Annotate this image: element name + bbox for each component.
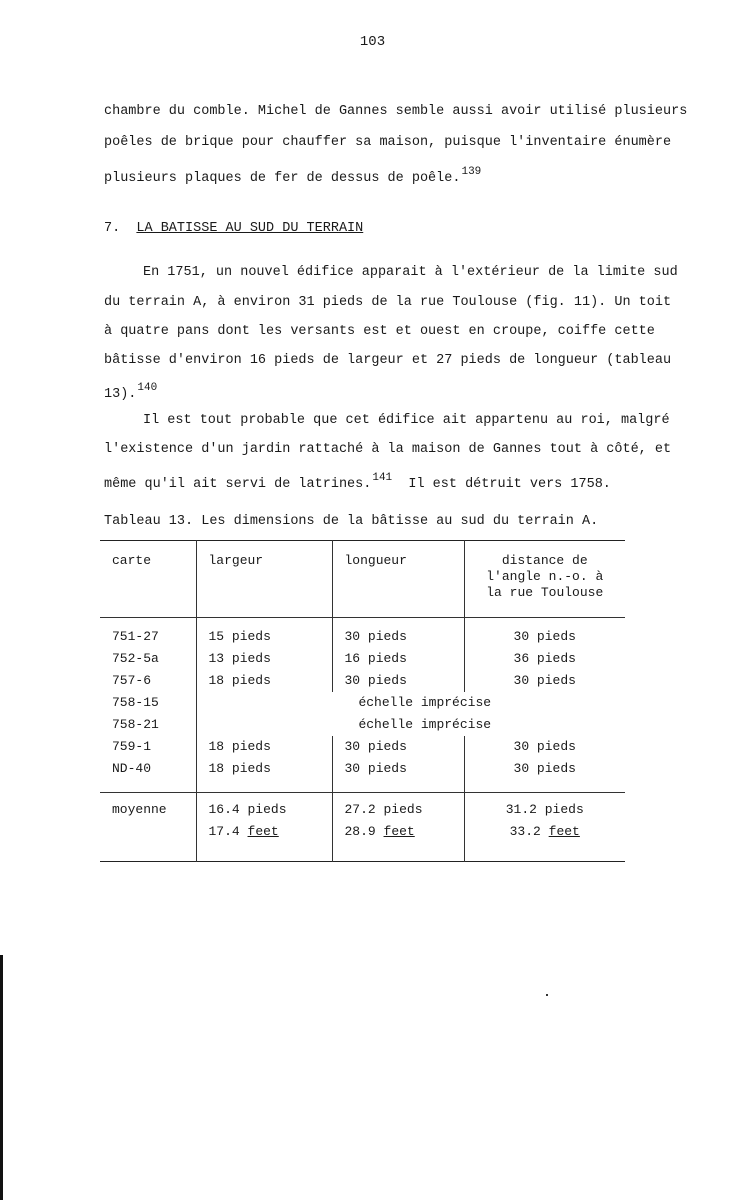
footnote-ref-141: 141 bbox=[372, 472, 393, 484]
cell-longueur: 16 pieds bbox=[332, 648, 464, 670]
paragraph-1-line-3 bbox=[104, 166, 481, 186]
header-largeur: largeur bbox=[196, 541, 332, 618]
paragraph-3-line-2: l'existence d'un jardin rattaché à la maison de Gannes tout à côté, et bbox=[104, 442, 672, 457]
cell-largeur: 18 pieds bbox=[196, 758, 332, 793]
largeur-feet-unit: feet bbox=[247, 824, 279, 839]
paragraph-3-line-3-text-a: même qu'il ait servi de latrines. bbox=[104, 477, 372, 492]
cell-note: échelle imprécise bbox=[196, 714, 625, 736]
cell-largeur: 18 pieds bbox=[196, 736, 332, 758]
cell-carte: 759-1 bbox=[100, 736, 196, 758]
cell-longueur: 30 pieds bbox=[332, 758, 464, 793]
cell-average-largeur-feet bbox=[196, 821, 332, 862]
cell-distance: 36 pieds bbox=[464, 648, 625, 670]
paragraph-1-line-3-text: plusieurs plaques de fer de dessus de poêle. bbox=[104, 171, 461, 186]
cell-average-longueur-feet bbox=[332, 821, 464, 862]
paragraph-1-line-1: chambre du comble. Michel de Gannes semble aussi avoir utilisé plusieurs bbox=[104, 104, 688, 119]
dimensions-table bbox=[100, 540, 625, 862]
table-row bbox=[100, 736, 625, 758]
longueur-feet-number: 28.9 bbox=[344, 824, 376, 839]
paragraph-2-line-2: du terrain A, à environ 31 pieds de la rue Toulouse (fig. 11). Un toit bbox=[104, 295, 672, 310]
cell-note: échelle imprécise bbox=[196, 692, 625, 714]
paragraph-2-line-1: En 1751, un nouvel édifice apparait à l'extérieur de la limite sud bbox=[143, 265, 678, 280]
table-row bbox=[100, 670, 625, 692]
cell-longueur: 30 pieds bbox=[332, 736, 464, 758]
cell-average-label: moyenne bbox=[100, 793, 196, 822]
cell-carte: 751-27 bbox=[100, 618, 196, 649]
paragraph-2-line-4: bâtisse d'environ 16 pieds de largeur et 27 pieds de longueur (tableau bbox=[104, 353, 672, 368]
cell-average-distance-feet bbox=[464, 821, 625, 862]
cell-distance: 30 pieds bbox=[464, 758, 625, 793]
section-title: LA BATISSE AU SUD DU TERRAIN bbox=[136, 221, 364, 236]
paragraph-2-line-5 bbox=[104, 382, 157, 402]
cell-longueur: 30 pieds bbox=[332, 618, 464, 649]
cell-carte: 757-6 bbox=[100, 670, 196, 692]
cell-average-longueur-pieds: 27.2 pieds bbox=[332, 793, 464, 822]
cell-distance: 30 pieds bbox=[464, 736, 625, 758]
page-number: 103 bbox=[359, 34, 386, 50]
average-row-feet bbox=[100, 821, 625, 862]
distance-feet-number: 33.2 bbox=[509, 824, 541, 839]
cell-largeur: 13 pieds bbox=[196, 648, 332, 670]
table-row bbox=[100, 692, 625, 714]
scan-edge-bar bbox=[0, 955, 3, 1200]
longueur-feet-unit: feet bbox=[383, 824, 415, 839]
paragraph-3-line-1: Il est tout probable que cet édifice ait appartenu au roi, malgré bbox=[143, 413, 670, 428]
cell-carte: 752-5a bbox=[100, 648, 196, 670]
header-carte: carte bbox=[100, 541, 196, 618]
cell-average-largeur-pieds: 16.4 pieds bbox=[196, 793, 332, 822]
paragraph-1-line-2: poêles de brique pour chauffer sa maison, puisque l'inventaire énumère bbox=[104, 135, 672, 150]
table-row bbox=[100, 648, 625, 670]
header-longueur: longueur bbox=[332, 541, 464, 618]
cell-largeur: 15 pieds bbox=[196, 618, 332, 649]
cell-carte: 758-15 bbox=[100, 692, 196, 714]
table-row bbox=[100, 758, 625, 793]
header-distance-line-2: l'angle n.-o. à bbox=[486, 569, 604, 584]
table-row bbox=[100, 714, 625, 736]
footnote-ref-139: 139 bbox=[461, 166, 482, 178]
largeur-feet-number: 17.4 bbox=[208, 824, 240, 839]
section-number: 7. bbox=[104, 221, 121, 236]
table-row bbox=[100, 618, 625, 649]
paragraph-3-line-3-text-b: Il est détruit vers 1758. bbox=[408, 477, 611, 492]
table-header-row bbox=[100, 541, 625, 618]
cell-carte: ND-40 bbox=[100, 758, 196, 793]
header-distance bbox=[464, 541, 625, 618]
cell-distance: 30 pieds bbox=[464, 670, 625, 692]
footnote-ref-140: 140 bbox=[137, 382, 158, 394]
cell-largeur: 18 pieds bbox=[196, 670, 332, 692]
paragraph-2-line-3: à quatre pans dont les versants est et ouest en croupe, coiffe cette bbox=[104, 324, 655, 339]
table-caption: Tableau 13. Les dimensions de la bâtisse au sud du terrain A. bbox=[104, 514, 599, 529]
cell-average-empty bbox=[100, 821, 196, 862]
distance-feet-unit: feet bbox=[548, 824, 580, 839]
average-row-pieds bbox=[100, 793, 625, 822]
cell-longueur: 30 pieds bbox=[332, 670, 464, 692]
header-distance-line-3: la rue Toulouse bbox=[486, 585, 604, 600]
header-distance-line-1: distance de bbox=[501, 553, 588, 568]
paragraph-3-line-3 bbox=[104, 472, 611, 492]
section-heading bbox=[104, 221, 363, 236]
scan-speck bbox=[546, 994, 548, 996]
paragraph-2-line-5-text: 13). bbox=[104, 387, 137, 402]
cell-carte: 758-21 bbox=[100, 714, 196, 736]
cell-average-distance-pieds: 31.2 pieds bbox=[464, 793, 625, 822]
cell-distance: 30 pieds bbox=[464, 618, 625, 649]
